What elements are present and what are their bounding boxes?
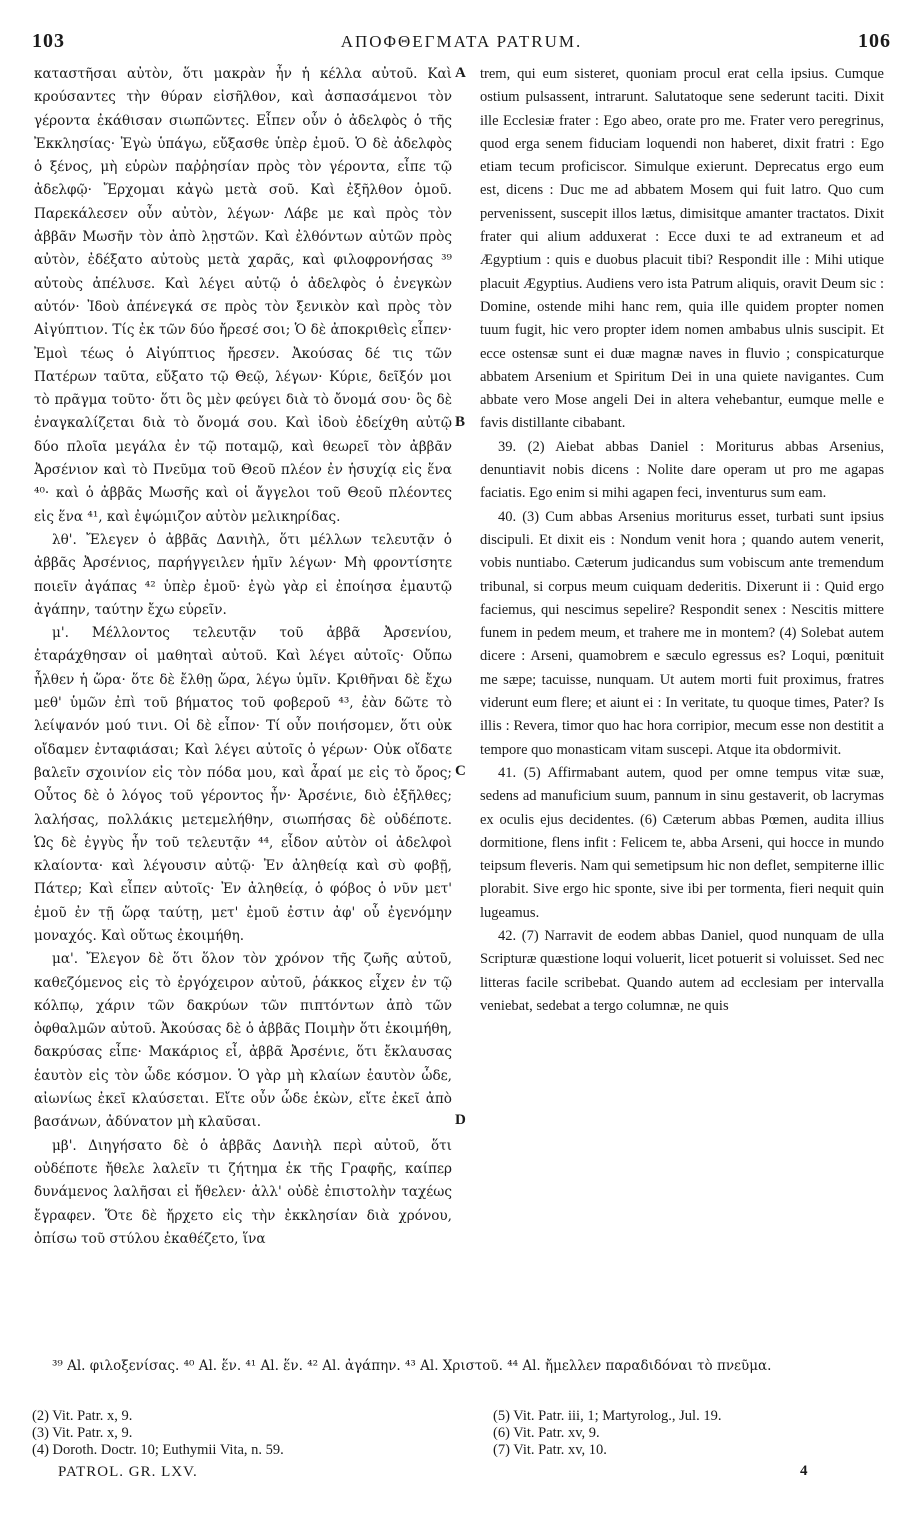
source-note: (2) Vit. Patr. x, 9.: [32, 1408, 133, 1424]
greek-paragraph: μβ'. Διηγήσατο δὲ ὁ ἀββᾶς Δανιὴλ περὶ αὐτοῦ, ὅτι οὐδέποτε ἤθελε λαλεῖν τι ζήτημα ἐκ τῆς Γραφῆς, καίπερ δυνάμενος λαλῆσαι εἰ ἤθελεν· ἀλλ' οὐδὲ ἐπιστολὴν ταχέως ἔγραφεν. Ὅτε δὲ ἤρχετο εἰς τὴν ἐκκλησίαν διὰ χρόνου, ὀπίσω τοῦ στύλου ἐκαθέζετο, ἵνα: [34, 1137, 452, 1247]
latin-paragraph: 39. (2) Aiebat abbas Daniel : Moriturus abbas Arsenius, denuntiavit nobis dicens : Nolite dare operam ut pro me agapas faciatis. Ego enim si mihi agapen feci, inventurus sum eam.: [480, 438, 884, 502]
latin-paragraph: 41. (5) Affirmabant autem, quod per omne tempus vitæ suæ, sedens ad manuficium suum, pannum in sinu gestaverit, ob lacrymas ex oculis ejus decidentes. (6) Cæterum abbas Pœmen, audita illius dormitione, flens infit : Felicem te, abba Arseni, qui hocce in mundo teipsum fleveris. Nam qui semetipsum hic non deflet, sempiterne illic plorabit. Sive ergo hic sponte, sive ibi per tormenta, fieri nequit quin lugeamus.: [480, 764, 884, 921]
greek-column: [34, 63, 452, 1363]
source-notes-left: [32, 1408, 452, 1459]
page-number-left: 103: [32, 30, 65, 52]
margin-marker: A: [455, 65, 466, 81]
source-note: (5) Vit. Patr. iii, 1; Martyrolog., Jul. 19.: [493, 1408, 722, 1424]
margin-marker: D: [455, 1112, 466, 1128]
variant-notes-text: ³⁹ Al. φιλοξενίσας. ⁴⁰ Al. ἕν. ⁴¹ Al. ἕν. ⁴² Al. ἀγάπην. ⁴³ Al. Χριστοῦ. ⁴⁴ Al. ἤμελλεν παραδιδόναι τὸ πνεῦμα.: [52, 1358, 772, 1374]
margin-marker: B: [455, 414, 466, 430]
running-title: ΑΠΟΦΘΕΓΜΑΤΑ PATRUM.: [340, 32, 583, 51]
latin-paragraph: 42. (7) Narravit de eodem abbas Daniel, quod nunquam de ulla Scripturæ quæstione loqui voluerit, licet potuerit si voluisset. Sed nec litteras facile scribebat. Quando autem ad ecclesiam per intervalla veniebat, sedebat a tergo columnæ, ne quis: [480, 927, 884, 1014]
source-note: (6) Vit. Patr. xv, 9.: [493, 1425, 600, 1441]
greek-paragraph: μα'. Ἔλεγον δὲ ὅτι ὅλον τὸν χρόνον τῆς ζωῆς αὐτοῦ, καθεζόμενος εἰς τὸ ἐργόχειρον αὐτοῦ, ῥάκκος εἶχεν ἐν τῷ κόλπῳ, χάριν τῶν δακρύων τῶν πιπτόντων ἀπὸ τῶν ὀφθαλμῶν αὐτοῦ. Ἀκούσας δὲ ὁ ἀββᾶς Ποιμὴν ὅτι ἐκοιμήθη, δακρύσας εἶπε· Μακάριος εἶ, ἀββᾶ Ἀρσένιε, ὅτι ἔκλαυσας ἑαυτὸν εἰς τὸν ὧδε κόσμον. Ὁ γὰρ μὴ κλαίων ἑαυτὸν ὧδε, αἰωνίως ἐκεῖ κλαύσεται. Εἴτε οὖν ὧδε ἑκὼν, εἴτε ἐκεῖ ἀπὸ βασάνων, ἀδύνατον μὴ κλαῦσαι.: [34, 951, 452, 1131]
page-header: [32, 30, 891, 60]
sheet-number: 4: [800, 1463, 808, 1479]
latin-column: [480, 63, 884, 1363]
source-note: (3) Vit. Patr. x, 9.: [32, 1425, 133, 1441]
greek-variant-notes: [34, 1356, 884, 1376]
latin-paragraph: trem, qui eum sisteret, quoniam procul erat cella ipsius. Cumque ostium pulsassent, intrarunt. Salutatoque sene sederunt taciti. Dixit ille Ecclesiæ frater : Ego abeo, orate pro me. Frater vero peregrinus, quod erga senem fiduciam loquendi non haberet, dixit fratri : Ego etiam tecum proficiscor. Simulque exierunt. Deprecatus ergo eum est, dicens : Duc me ad abbatem Mosem qui fuit latro. Quo cum pervenissent, suscepit illos lætus, dimisitque amanter tractatos. Dixit frater qui alium adduxerat : Ecce duxi te ad extraneum et ad Ægyptium : quis e duobus placuit tibi? Respondit ille : Mihi utique placuit Ægyptius. Audiens vero ista Patrum aliquis, oravit Deum sic : Domine, ostende mihi hanc rem, quia ille quidem propter nomen tuum fugit, hic vero propter idem nomen ambabus ulnis suscipit. Et ecce ostensæ sunt ei duæ magnæ naves in fluvio ; conspicaturque abbatem Arsenium et Spiritum Dei in una quiete navigantes. Cum abbate vero Mose angeli Dei in altera vehebantur, eumque melle e favis distillante cibabant.: [480, 66, 884, 432]
greek-paragraph: λθ'. Ἔλεγεν ὁ ἀββᾶς Δανιὴλ, ὅτι μέλλων τελευτᾷν ὁ ἀββᾶς Ἀρσένιος, παρήγγειλεν ἡμῖν λέγων· Μὴ φροντίσητε ποιεῖν ἀγάπας ⁴² ὑπὲρ ἐμοῦ· ἐγὼ γὰρ εἰ ἐποίησα ἐμαυτῷ ἀγάπην, ταύτην ἔχω εὑρεῖν.: [34, 531, 452, 618]
volume-signature: PATROL. GR. LXV.: [58, 1464, 198, 1480]
source-notes-right: [493, 1408, 893, 1459]
page-number-right: 106: [858, 30, 891, 52]
latin-paragraph: 40. (3) Cum abbas Arsenius moriturus esset, turbati sunt ipsius discipuli. Et dixit eis : Nondum venit hora ; quando autem venerit, vobis nuntiabo. Cæterum judicandus sum vobiscum ante tremendum tribunal, si corpus meum cuiquam dederitis. Dixerunt ii : Quid ergo faciemus, qui nescimus sepelire? Respondit senex : Nescitis mittere funem in pedem meum, et trahere me in montem? (4) Solebat autem dicere : Arseni, quamobrem e sæculo egressus es? Loqui, pœnituit me sæpe; tacuisse, nunquam. Ut autem morti fuit proximus, fratres viderunt eum flere; et aiunt ei : In veritate, tu quoque times, Pater? Is illis : Revera, timor quo hac hora corripior, mecum esse non destitit a tempore quo monasticam vitam suscepi. Atque ita obdormivit.: [480, 508, 884, 758]
source-note: (4) Doroth. Doctr. 10; Euthymii Vita, n. 59.: [32, 1442, 284, 1458]
greek-paragraph: καταστῆσαι αὐτὸν, ὅτι μακρὰν ἦν ἡ κέλλα αὐτοῦ. Καὶ κρούσαντες τὴν θύραν εἰσῆλθον, καὶ ἀσπασάμενοι τὸν γέροντα ἐκάθισαν σιωπῶντες. Εἶπεν οὖν ὁ ἀδελφὸς ὁ τῆς Ἐκκλησίας· Ἐγὼ ὑπάγω, εὔξασθε ὑπὲρ ἐμοῦ. Ὁ δὲ ἀδελφὸς ὁ ξένος, μὴ εὑρὼν παῤῥησίαν πρὸς τὸν γέροντα, εἶπε τῷ ἀδελφῷ· Ἔρχομαι κἀγὼ μετὰ σοῦ. Καὶ ἐξῆλθον ὁμοῦ. Παρεκάλεσεν οὖν αὐτὸν, λέγων· Λάβε με καὶ πρὸς τὸν ἀββᾶν Μωσῆν τὸν ἀπὸ λῃστῶν. Καὶ ἐλθόντων αὐτῶν πρὸς αὐτὸν, ἐδέξατο αὐτοὺς μετὰ χαρᾶς, καὶ φιλοφρονήσας ³⁹ αὐτοὺς ἀπέλυσε. Καὶ λέγει αὐτῷ ὁ ἀδελφὸς ὁ ἐνεγκὼν αὐτόν· Ἰδοὺ ἀπένεγκά σε πρὸς τὸν ξενικὸν καὶ πρὸς τὸν Αἰγύπτιον. Τίς ἐκ τῶν δύο ἤρεσέ σοι; Ὁ δὲ ἀποκριθεὶς εἶπεν· Ἐμοὶ τέως ὁ Αἰγύπτιος ἤρεσεν. Ἀκούσας δέ τις τῶν Πατέρων ταῦτα, εὔξατο τῷ Θεῷ, λέγων· Κύριε, δεῖξόν μοι τὸ πρᾶγμα τοῦτο· ὅτι ὃς μὲν φεύγει διὰ τὸ ὄνομά σου· ὃς δὲ ἐναγκαλίζεται διὰ τὸ ὄνομά σου. Καὶ ἰδοὺ ἐδείχθη αὐτῷ δύο πλοῖα μεγάλα ἐν τῷ ποταμῷ, καὶ θεωρεῖ τὸν ἀββᾶν Ἀρσένιον καὶ τὸ Πνεῦμα τοῦ Θεοῦ πλέον ἐν ἡσυχίᾳ εἰς ἕνα ⁴⁰· καὶ ὁ ἀββᾶς Μωσῆς καὶ οἱ ἄγγελοι τοῦ Θεοῦ πλέοντες εἰς ἕνα ⁴¹, καὶ ἐψώμιζον αὐτὸν μελικηρίδας.: [34, 66, 452, 525]
source-note: (7) Vit. Patr. xv, 10.: [493, 1442, 607, 1458]
margin-marker: C: [455, 763, 466, 779]
greek-paragraph: μ'. Μέλλοντος τελευτᾷν τοῦ ἀββᾶ Ἀρσενίου, ἐταράχθησαν οἱ μαθηταὶ αὐτοῦ. Καὶ λέγει αὐτοῖς· Οὔπω ἦλθεν ἡ ὥρα· ὅτε δὲ ἔλθῃ ὥρα, λέγω ὑμῖν. Κριθῆναι δὲ ἔχω μεθ' ὑμῶν ἐπὶ τοῦ βήματος τοῦ φοβεροῦ ⁴³, ἐὰν δῶτε τὸ λείψανόν μού τινι. Οἱ δὲ εἶπον· Τί οὖν ποιήσομεν, ὅτι οὐκ οἴδαμεν ἐνταφιάσαι; Καὶ λέγει αὐτοῖς ὁ γέρων· Οὐκ οἴδατε βαλεῖν σχοινίον εἰς τὸν πόδα μου, καὶ ἆραί με εἰς τὸ ὄρος; Οὗτος δὲ ὁ λόγος τοῦ γέροντος ἦν· Ἀρσένιε, διὸ ἐξῆλθες; λαλήσας, πολλάκις μετεμελήθην, σιωπήσας δὲ οὐδέποτε. Ὡς δὲ ἐγγὺς ἦν τοῦ τελευτᾷν ⁴⁴, εἶδον αὐτὸν οἱ ἀδελφοὶ κλαίοντα· καὶ λέγουσιν αὐτῷ· Ἐν ἀληθείᾳ καὶ σὺ φοβῇ, Πάτερ; Καὶ εἶπεν αὐτοῖς· Ἐν ἀληθείᾳ, ὁ φόβος ὁ νῦν μετ' ἐμοῦ ἐν τῇ ὥρᾳ ταύτῃ, μετ' ἐμοῦ ἐστιν ἀφ' οὗ ἐγενόμην μοναχός. Καὶ οὕτως ἐκοιμήθη.: [34, 625, 452, 944]
